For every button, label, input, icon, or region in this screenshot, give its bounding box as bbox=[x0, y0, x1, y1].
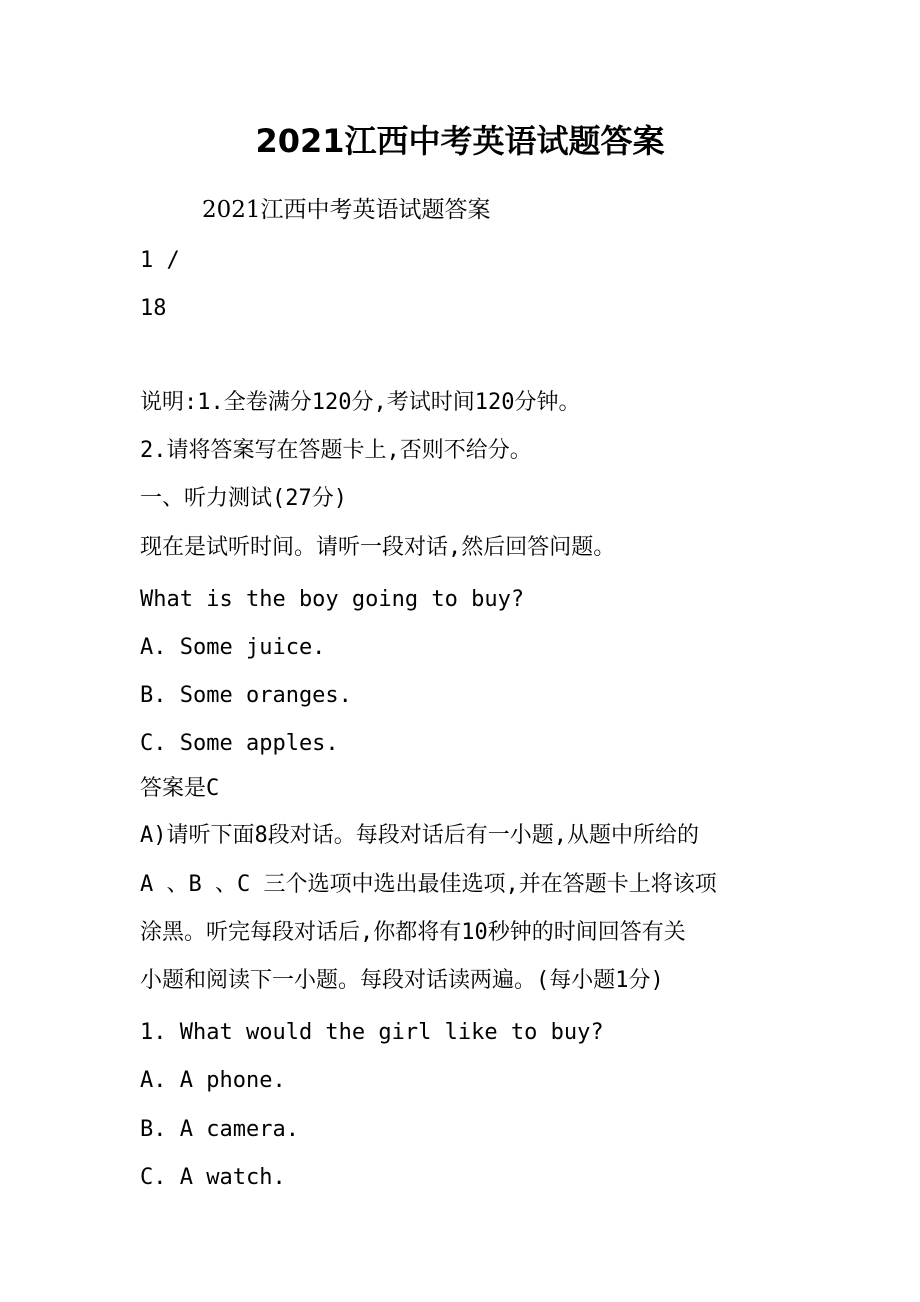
trial-intro: 现在是试听时间。请听一段对话,然后回答问题。 bbox=[140, 535, 616, 560]
part-a-instructions-line-3: 涂黑。听完每段对话后,你都将有10秒钟的时间回答有关 bbox=[140, 920, 686, 945]
trial-option-b: B. Some oranges. bbox=[140, 683, 352, 708]
question-1: 1. What would the girl like to buy? bbox=[140, 1020, 604, 1045]
document-title: 2021江西中考英语试题答案 bbox=[255, 122, 665, 160]
question-1-option-a: A. A phone. bbox=[140, 1068, 286, 1093]
page-number-bottom: 18 bbox=[140, 296, 167, 321]
trial-option-c: C. Some apples. bbox=[140, 731, 339, 756]
instruction-2: 2.请将答案写在答题卡上,否则不给分。 bbox=[140, 438, 532, 463]
trial-answer: 答案是C bbox=[140, 776, 220, 801]
document-subtitle: 2021江西中考英语试题答案 bbox=[202, 197, 491, 223]
part-a-instructions-line-2: A 、B 、C 三个选项中选出最佳选项,并在答题卡上将该项 bbox=[140, 872, 717, 897]
part-a-instructions-line-1: A)请听下面8段对话。每段对话后有一小题,从题中所给的 bbox=[140, 823, 699, 848]
part-a-instructions-line-4: 小题和阅读下一小题。每段对话读两遍。(每小题1分) bbox=[140, 968, 664, 993]
question-1-option-b: B. A camera. bbox=[140, 1117, 299, 1142]
trial-question: What is the boy going to buy? bbox=[140, 587, 525, 612]
page-number-top: 1 / bbox=[140, 248, 180, 273]
section-heading-listening: 一、听力测试(27分) bbox=[140, 486, 347, 511]
question-1-option-c: C. A watch. bbox=[140, 1165, 286, 1190]
trial-option-a: A. Some juice. bbox=[140, 635, 326, 660]
instruction-1: 说明:1.全卷满分120分,考试时间120分钟。 bbox=[140, 390, 581, 415]
